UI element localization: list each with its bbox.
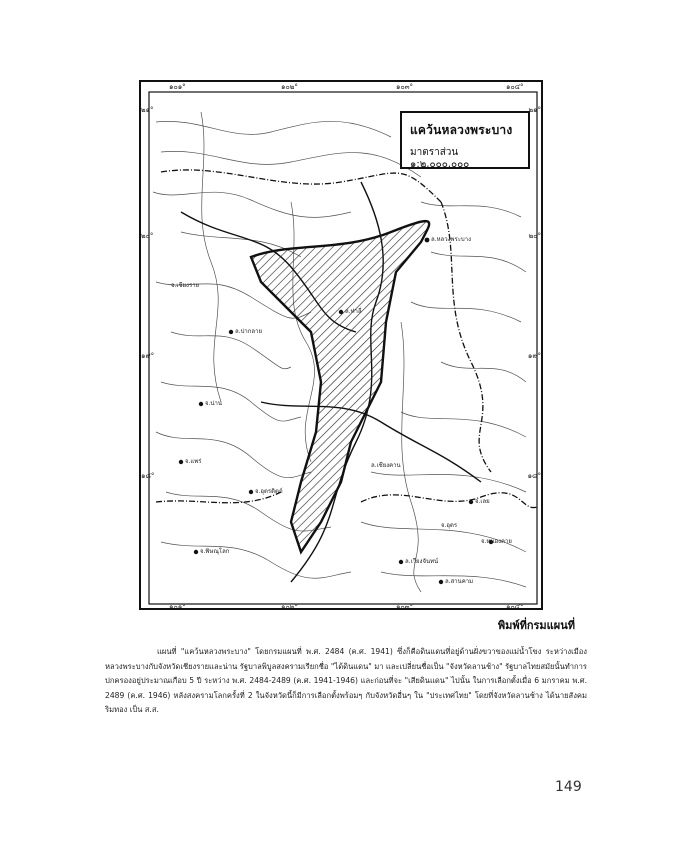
map-top-tick: ๑๐๔° — [506, 83, 524, 91]
map-place-label: ล.หลวงพระบาง — [431, 236, 472, 243]
ceded-territory-region — [251, 221, 429, 552]
map-place-label: ล.เชียงคาน — [371, 462, 401, 469]
map-top-tick: ๑๐๑° — [169, 83, 186, 91]
map-bottom-tick: ๑๐๒° — [281, 603, 298, 610]
map-legend-title: แคว้นหลวงพระบาง — [410, 123, 513, 137]
map-top-tick: ๑๐๓° — [396, 83, 414, 91]
map-bottom-tick: ๑๐๑° — [169, 603, 186, 610]
map-place-label: จ.เลย — [475, 498, 490, 505]
map-figure — [139, 80, 543, 610]
map-place-label: ล.สานคาม — [445, 578, 474, 585]
map-left-tick: ๒๑° — [141, 106, 154, 114]
map-left-tick: ๑๙° — [141, 352, 155, 360]
map-place-label: จ.เชียงราย — [171, 282, 200, 289]
map-legend-box — [400, 111, 530, 169]
map-place-label: จ.อุตรดิตถ์ — [255, 488, 283, 495]
map-place-label: จ.แพร่ — [185, 458, 202, 465]
map-place-label: ล.ปากลาย — [235, 328, 262, 335]
map-right-tick: ๒๐° — [528, 232, 541, 240]
page-number: 149 — [555, 779, 582, 795]
map-place-label: จ.น่าน — [205, 400, 222, 407]
map-right-tick: ๒๑° — [528, 106, 541, 114]
map-source-credit: พิมพ์ที่กรมแผนที่ — [497, 619, 575, 632]
map-right-tick: ๑๘° — [527, 472, 541, 480]
map-bottom-tick: ๑๐๓° — [396, 603, 414, 610]
map-left-tick: ๑๘° — [141, 472, 155, 480]
map-place-label: จ.อุดร — [441, 522, 458, 529]
map-place-label: จ.หนองคาย — [481, 538, 512, 545]
map-legend-scale: มาตราส่วน ๑:๒,๐๐๐,๐๐๐ — [410, 147, 470, 170]
figure-caption: แผนที่ "แคว้นหลวงพระบาง" โดยกรมแผนที่ พ.ศ. 2484 (ค.ศ. 1941) ซึ่งก็คือดินแดนที่อยู่ด้านฝั่งขวาของแม่น้ำโขง ระหว่างเมืองหลวงพระบางกับจังหวัดเชียงรายและน่าน รัฐบาลพิบูลสงครามเรียกชื่อ "ได้ดินแดน" มา และเปลี่ยนชื่อเป็น "จังหวัดลานช้าง" รัฐบาลไทยสมัยนั้นทำการปกครองอยู่ประมาณเกือบ 5 ปี ระหว่าง พ.ศ. 2484-2489 (ค.ศ. 1941-1946) และก่อนที่จะ "เสียดินแดน" ไปนั้น ในการเลือกตั้งเมื่อ 6 มกราคม พ.ศ. 2489 (ค.ศ. 1946) หลังสงครามโลกครั้งที่ 2 ในจังหวัดนี้ก็มีการเลือกตั้งพร้อมๆ กับจังหวัดอื่นๆ ใน "ประเทศไทย" โดยที่จังหวัดลานช้าง ได้นายสังคม ริมทอง เป็น ส.ส. — [105, 647, 587, 715]
map-left-tick: ๒๐° — [141, 232, 154, 240]
map-place-label: ล.เวียงจันทน์ — [405, 558, 439, 565]
map-place-label: จ.พิษณุโลก — [200, 548, 230, 555]
map-place-label: ล.ท่าลี่ — [345, 308, 362, 315]
map-top-tick: ๑๐๒° — [281, 83, 298, 91]
map-bottom-tick: ๑๐๔° — [506, 603, 524, 610]
map-right-tick: ๑๙° — [527, 352, 541, 360]
